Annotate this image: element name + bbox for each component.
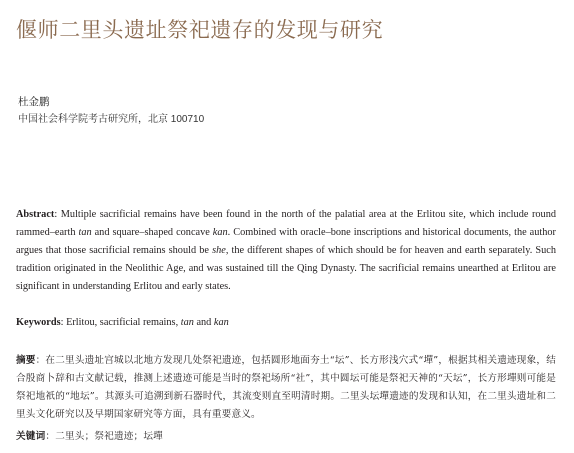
article-title: 偃师二里头遗址祭祀遗存的发现与研究 bbox=[16, 18, 384, 42]
keyword-kan: kan bbox=[213, 317, 229, 328]
chinese-keywords-label: 关键词 bbox=[16, 431, 46, 442]
chinese-keywords-separator: ： bbox=[45, 431, 56, 442]
abstract-text-part: Multiple sacrificial remains have been found in the north of the palatial area at the Erlitou site, which include round rammed–earth bbox=[16, 209, 557, 238]
english-abstract bbox=[16, 206, 556, 296]
abstract-text-part: . Combined with oracle–bone inscriptions and historical documents, the author argues that those sacrificial remains should be bbox=[16, 227, 556, 256]
keywords-conjunction: and bbox=[193, 317, 214, 328]
chinese-keywords-text: 二里头；祭祀遗迹；坛墠 bbox=[55, 431, 163, 442]
abstract-term-kan: kan bbox=[212, 227, 228, 238]
abstract-text-part: and square–shaped concave bbox=[91, 227, 213, 238]
keywords-label: Keywords bbox=[16, 317, 61, 328]
chinese-abstract-text: 在二里头遗址宫城以北地方发现几处祭祀遗迹，包括圆形地面夯土“坛”、长方形浅穴式“墠”，根据其相关遗迹现象，结合殷商卜辞和古文献记载，推测上述遗迹可能是当时的祭祀场所“社”，其中圆坛可能是祭祀天神的“天坛”，长方形墠则可能是祭祀地祇的“地坛”。其源头可追溯到新石器时代，其流变则直至明清时期。二里头坛墠遗迹的发现和认知，在二里头遗址和二里头文化研究以及早期国家研究等方面，具有重要意义。 bbox=[16, 355, 556, 420]
chinese-keywords bbox=[16, 428, 556, 446]
keywords-text: Erlitou, sacrificial remains, bbox=[66, 317, 181, 328]
abstract-term-tan: tan bbox=[78, 227, 92, 238]
chinese-abstract bbox=[16, 352, 556, 424]
author-affiliation: 中国社会科学院考古研究所，北京 100710 bbox=[18, 114, 205, 125]
keywords-separator: : bbox=[60, 317, 67, 328]
abstract-label: Abstract bbox=[16, 209, 55, 220]
abstract-separator: : bbox=[54, 209, 61, 220]
english-keywords bbox=[16, 314, 556, 332]
chinese-abstract-separator: ： bbox=[35, 355, 46, 366]
keyword-tan: tan bbox=[180, 317, 194, 328]
abstract-text-part: , the different shapes of which should be for heaven and earth separately. Such tradition originated in the Neolithic Age, and was sustained till the Qing Dynasty. The sacrificial remains unearthed at Erlitou are significant in understanding Erlitou and early states. bbox=[16, 245, 556, 292]
author-name: 杜金鹏 bbox=[18, 96, 50, 108]
abstract-term-she: she bbox=[212, 245, 226, 256]
chinese-abstract-label: 摘要 bbox=[16, 355, 36, 366]
